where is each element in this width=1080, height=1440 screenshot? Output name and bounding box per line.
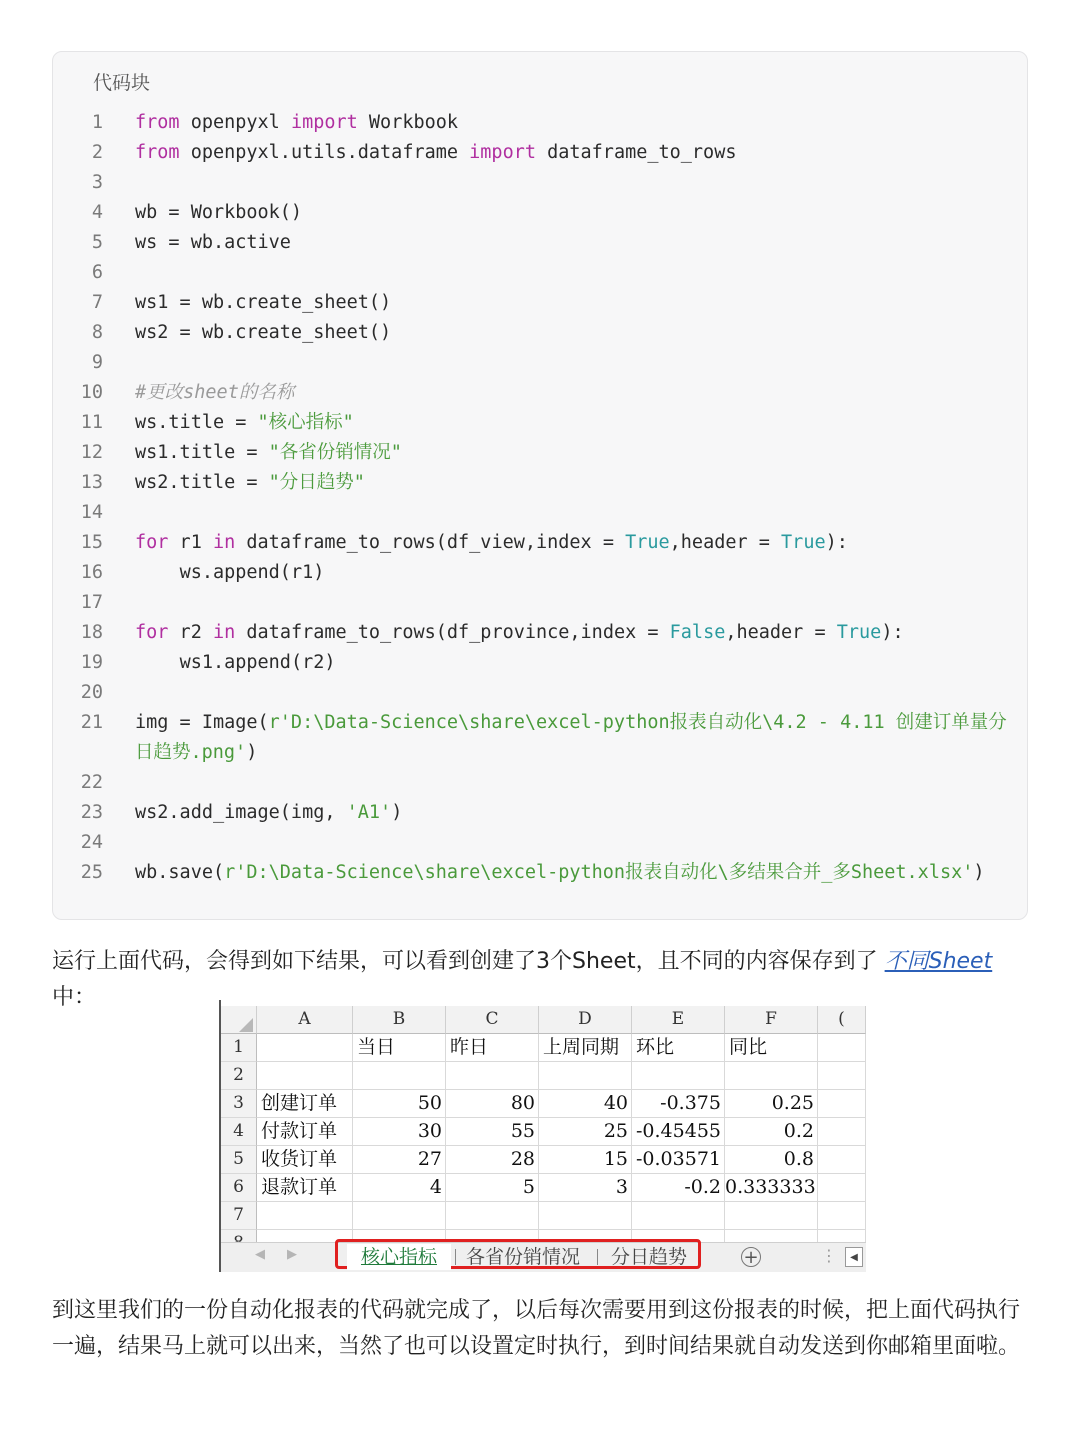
code-token: ws2 = wb.create_sheet()	[135, 322, 392, 343]
sheet-cell[interactable]	[818, 1034, 866, 1062]
line-number: 6	[91, 262, 103, 283]
code-token: ws = wb.active	[135, 232, 291, 253]
sheet-cell[interactable]	[353, 1202, 446, 1230]
code-token: from	[135, 112, 180, 133]
line-number: 11	[80, 412, 103, 433]
code-text	[135, 438, 1015, 468]
line-number: 1	[91, 112, 103, 133]
code-line	[53, 588, 1027, 618]
code-line	[53, 198, 1027, 228]
code-token: )	[391, 802, 403, 823]
code-line	[53, 408, 1027, 438]
code-token: ws1.title =	[135, 442, 269, 463]
code-token: True	[781, 532, 826, 553]
sheet-cell[interactable]: 27	[353, 1146, 446, 1174]
line-number: 15	[80, 532, 103, 553]
sheet-cell[interactable]: 创建订单	[257, 1090, 353, 1118]
code-line	[53, 498, 1027, 528]
code-token: ws.title =	[135, 412, 258, 433]
code-text	[135, 198, 1015, 228]
sheet-cell[interactable]: 付款订单	[257, 1118, 353, 1146]
code-token: dataframe_to_rows	[535, 142, 737, 163]
sheet-cell[interactable]	[818, 1062, 866, 1090]
more-icon[interactable]: ⋮	[821, 1246, 837, 1265]
sheet-cell[interactable]	[818, 1146, 866, 1174]
sheet-row	[221, 1090, 866, 1118]
sheet-cell[interactable]: -0.375	[632, 1090, 725, 1118]
code-text	[135, 228, 1015, 258]
line-number: 21	[80, 712, 103, 733]
code-token: #更改sheet的名称	[135, 382, 295, 403]
line-number: 24	[80, 832, 103, 853]
line-number: 5	[91, 232, 103, 253]
sheet-cell[interactable]	[818, 1118, 866, 1146]
code-line	[53, 438, 1027, 468]
sheet-cell[interactable]: 5	[446, 1174, 539, 1202]
code-block-label: 代码块	[93, 72, 151, 94]
sheet-cell[interactable]: 0.8	[725, 1146, 818, 1174]
sheet-tab-bar	[221, 1242, 866, 1272]
code-token: )	[973, 862, 985, 883]
row-header[interactable]: 7	[221, 1202, 257, 1230]
code-token: 'A1'	[346, 802, 392, 823]
code-token: r'D:\Data-Science\share\excel-python报表自动化\多结果合并_多Sheet.xlsx'	[224, 862, 974, 883]
code-token: ws.append(r1)	[135, 562, 325, 583]
code-token: import	[469, 142, 536, 163]
sheet-tab-core[interactable]: 核心指标	[347, 1244, 451, 1270]
code-text	[135, 618, 1015, 648]
code-token: r1	[168, 532, 213, 553]
sheet-cell[interactable]	[257, 1202, 353, 1230]
code-token: ,header =	[725, 622, 837, 643]
code-text	[135, 288, 1015, 318]
code-token: ws2.add_image(img,	[135, 802, 347, 823]
row-header[interactable]: 6	[221, 1174, 257, 1202]
column-header[interactable]: E	[632, 1006, 725, 1034]
sheet-cell[interactable]	[539, 1062, 632, 1090]
code-token: ):	[881, 622, 904, 643]
line-number: 16	[80, 562, 103, 583]
code-token: wb = Workbook()	[135, 202, 303, 223]
sheet-cell[interactable]	[539, 1202, 632, 1230]
sheet-cell[interactable]: 28	[446, 1146, 539, 1174]
row-header[interactable]: 3	[221, 1090, 257, 1118]
code-token: ,header =	[669, 532, 782, 553]
tab-nav-right-icon[interactable]: ▶	[287, 1247, 297, 1262]
code-token: ):	[825, 532, 848, 553]
sheet-cell[interactable]: 同比	[725, 1034, 818, 1062]
sheet-cell[interactable]: 上周同期	[539, 1034, 632, 1062]
code-line	[53, 798, 1027, 828]
sheet-tab-province[interactable]: 各省份销情况	[465, 1246, 580, 1268]
line-number: 25	[80, 862, 103, 883]
sheet-row	[221, 1034, 866, 1062]
code-token: True	[625, 532, 670, 553]
sheet-cell[interactable]: 50	[353, 1090, 446, 1118]
result-text: 运行上面代码，会得到如下结果，可以看到创建了3个Sheet，且不同的内容保存到了	[52, 949, 885, 974]
sheet-cell[interactable]: 收货订单	[257, 1146, 353, 1174]
code-token: "分日趋势"	[268, 472, 365, 493]
sheet-cell[interactable]: 25	[539, 1118, 632, 1146]
spreadsheet-screenshot	[219, 1000, 866, 1272]
code-text	[135, 378, 1015, 408]
line-number: 13	[80, 472, 103, 493]
sheet-cell[interactable]	[257, 1062, 353, 1090]
sheet-cell[interactable]: 0.333333	[725, 1174, 818, 1202]
row-header[interactable]: 4	[221, 1118, 257, 1146]
line-number: 18	[80, 622, 103, 643]
code-text	[135, 648, 1015, 678]
sheet-cell[interactable]: 0.2	[725, 1118, 818, 1146]
closing-paragraph: 到这里我们的一份自动化报表的代码就完成了，以后每次需要用到这份报表的时候，把上面代码执行一遍，结果马上就可以出来，当然了也可以设置定时执行，到时间结果就自动发送到你邮箱里面啦。	[52, 1298, 1021, 1359]
line-number: 2	[91, 142, 103, 163]
code-token: r2	[168, 622, 213, 643]
line-number: 17	[80, 592, 103, 613]
line-number: 8	[91, 322, 103, 343]
code-lines	[53, 108, 1027, 888]
code-text	[135, 408, 1015, 438]
code-block	[52, 51, 1028, 920]
sheet-cell[interactable]	[818, 1174, 866, 1202]
line-number: 3	[91, 172, 103, 193]
line-number: 12	[80, 442, 103, 463]
code-token: ws2.title =	[135, 472, 269, 493]
code-token: ws1 = wb.create_sheet()	[135, 292, 392, 313]
tab-separator	[597, 1249, 598, 1265]
code-line	[53, 378, 1027, 408]
code-line	[53, 468, 1027, 498]
code-line	[53, 258, 1027, 288]
column-header[interactable]: (	[818, 1006, 866, 1034]
result-text-end: 中：	[52, 985, 97, 1010]
code-token: for	[135, 622, 169, 643]
code-token: )	[246, 742, 258, 763]
column-header[interactable]: C	[446, 1006, 539, 1034]
line-number: 4	[91, 202, 103, 223]
code-token: True	[836, 622, 882, 643]
code-line	[53, 228, 1027, 258]
code-line	[53, 648, 1027, 678]
code-token: dataframe_to_rows(df_province,index =	[235, 622, 670, 643]
line-number: 23	[80, 802, 103, 823]
sheet-cell[interactable]	[632, 1202, 725, 1230]
code-line	[53, 138, 1027, 168]
code-line	[53, 678, 1027, 708]
sheet-row	[221, 1202, 866, 1230]
column-header[interactable]: F	[725, 1006, 818, 1034]
row-header[interactable]: 1	[221, 1034, 257, 1062]
code-token: from	[135, 142, 180, 163]
sheet-cell[interactable]	[725, 1062, 818, 1090]
code-token: for	[135, 532, 169, 553]
column-header[interactable]: B	[353, 1006, 446, 1034]
sheet-cell[interactable]: 55	[446, 1118, 539, 1146]
sheet-row	[221, 1118, 866, 1146]
code-line	[53, 558, 1027, 588]
sheet-cell[interactable]	[446, 1202, 539, 1230]
code-token: False	[669, 622, 726, 643]
code-text	[135, 108, 1015, 138]
line-number: 10	[80, 382, 103, 403]
code-token: wb.save(	[135, 862, 225, 883]
code-line	[53, 318, 1027, 348]
code-token: openpyxl.utils.dataframe	[179, 142, 470, 163]
sheet-row	[221, 1174, 866, 1202]
tab-separator	[455, 1249, 456, 1265]
sheet-row	[221, 1146, 866, 1174]
code-line	[53, 708, 1027, 768]
code-line	[53, 828, 1027, 858]
row-header[interactable]: 5	[221, 1146, 257, 1174]
sheet-cell[interactable]: -0.03571	[632, 1146, 725, 1174]
code-token: ws1.append(r2)	[135, 652, 336, 673]
code-line	[53, 348, 1027, 378]
code-token: Workbook	[357, 112, 459, 133]
code-token: openpyxl	[179, 112, 291, 133]
scroll-left-icon[interactable]: ◀	[845, 1247, 863, 1267]
sheet-cell[interactable]	[818, 1090, 866, 1118]
code-line	[53, 168, 1027, 198]
sheet-cell[interactable]	[353, 1062, 446, 1090]
sheet-tab-daily[interactable]: 分日趋势	[610, 1246, 687, 1268]
row-header[interactable]: 2	[221, 1062, 257, 1090]
line-number: 9	[91, 352, 103, 373]
sheet-link[interactable]: 不同Sheet	[884, 949, 993, 974]
column-header[interactable]: A	[257, 1006, 353, 1034]
sheet-cell[interactable]: -0.2	[632, 1174, 725, 1202]
code-line	[53, 858, 1027, 888]
sheet-cell[interactable]: 0.25	[725, 1090, 818, 1118]
code-token: in	[212, 622, 236, 643]
line-number: 7	[91, 292, 103, 313]
code-text	[135, 468, 1015, 498]
code-text	[135, 558, 1015, 588]
code-text	[135, 708, 1015, 768]
code-text	[135, 318, 1015, 348]
code-text	[135, 138, 1015, 168]
code-token: "各省份销情况"	[268, 442, 402, 463]
add-sheet-icon[interactable]: +	[741, 1247, 761, 1267]
line-number: 20	[80, 682, 103, 703]
sheet-cell[interactable]: 40	[539, 1090, 632, 1118]
sheet-cell[interactable]: -0.45455	[632, 1118, 725, 1146]
sheet-row	[221, 1062, 866, 1090]
code-token: import	[290, 112, 358, 133]
sheet-cell[interactable]	[446, 1062, 539, 1090]
sheet-cell[interactable]: 当日	[353, 1034, 446, 1062]
sheet-cell[interactable]: 3	[539, 1174, 632, 1202]
select-all-corner[interactable]	[221, 1006, 257, 1034]
sheet-cell[interactable]: 昨日	[446, 1034, 539, 1062]
code-token: r'D:\Data-Science\share\excel-python报表自动化\4.2 - 4.11 创建订单量分日趋势.png'	[135, 712, 1007, 763]
code-line	[53, 108, 1027, 138]
code-text	[135, 528, 1015, 558]
sheet-cell[interactable]: 15	[539, 1146, 632, 1174]
code-token: img = Image(	[135, 712, 269, 733]
line-number: 14	[80, 502, 103, 523]
column-header-row	[221, 1006, 866, 1034]
sheet-cell[interactable]: 4	[353, 1174, 446, 1202]
code-line	[53, 618, 1027, 648]
column-header[interactable]: D	[539, 1006, 632, 1034]
sheet-cell[interactable]	[632, 1062, 725, 1090]
code-line	[53, 768, 1027, 798]
line-number: 22	[80, 772, 103, 793]
code-token: in	[212, 532, 236, 553]
corner-triangle-icon	[239, 1018, 253, 1032]
sheet-cell[interactable]	[257, 1034, 353, 1062]
code-line	[53, 528, 1027, 558]
code-text	[135, 798, 1015, 828]
code-line	[53, 288, 1027, 318]
tab-nav-left-icon[interactable]: ◀	[255, 1247, 265, 1262]
sheet-cell[interactable]: 30	[353, 1118, 446, 1146]
code-text	[135, 858, 1015, 888]
sheet-cell[interactable]: 退款订单	[257, 1174, 353, 1202]
sheet-cell[interactable]	[725, 1202, 818, 1230]
sheet-cell[interactable]	[818, 1202, 866, 1230]
sheet-cell[interactable]: 环比	[632, 1034, 725, 1062]
sheet-cell[interactable]: 80	[446, 1090, 539, 1118]
line-number: 19	[80, 652, 103, 673]
code-token: dataframe_to_rows(df_view,index =	[235, 532, 626, 553]
code-token: "核心指标"	[257, 412, 354, 433]
